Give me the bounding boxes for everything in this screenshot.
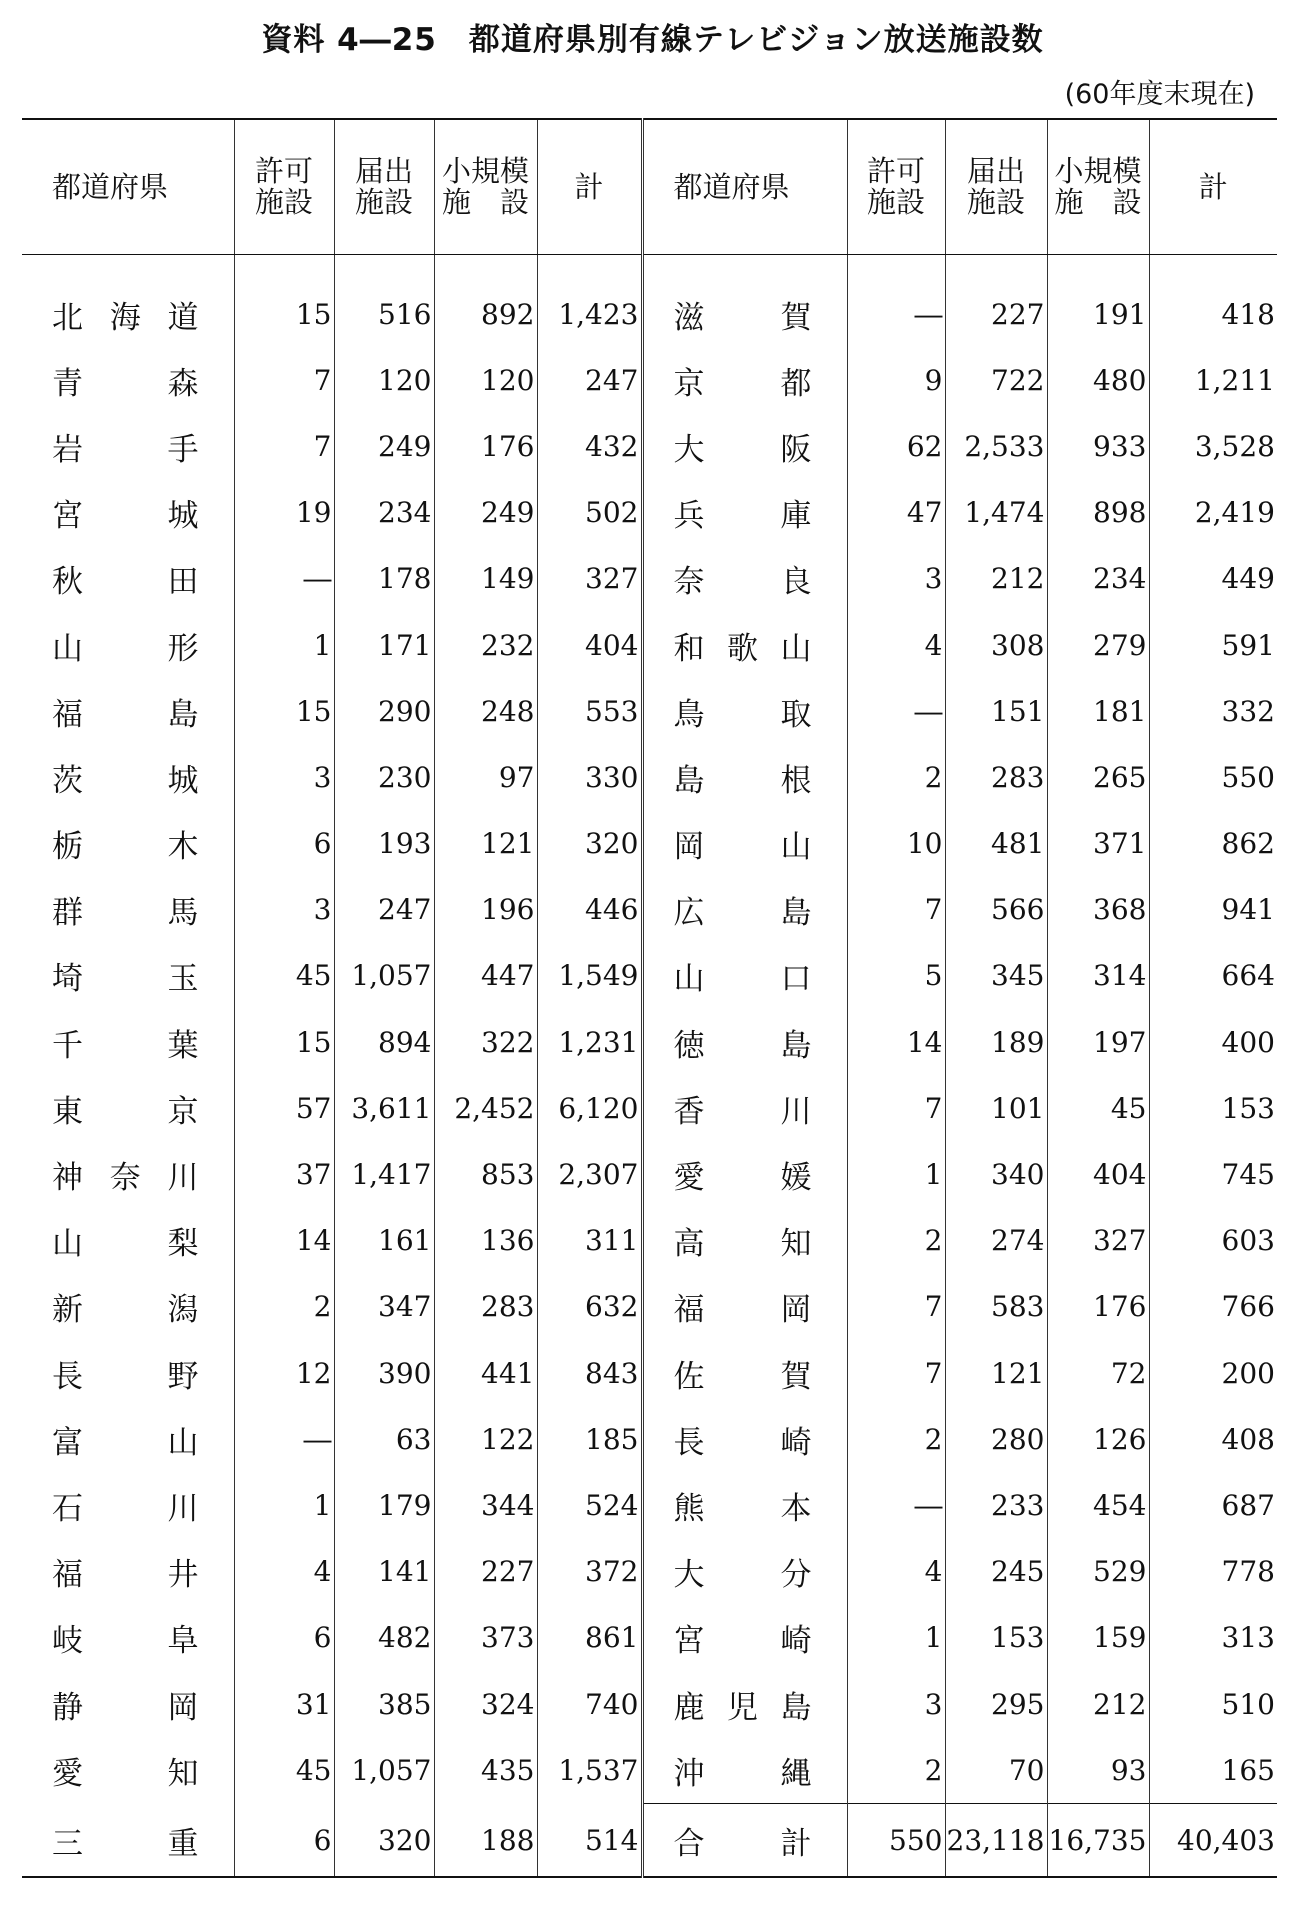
document-title: 資料 4―25 都道府県別有線テレビジョン放送施設数 bbox=[261, 22, 1044, 58]
licensed-count: 2 bbox=[847, 1208, 945, 1274]
licensed-count: 57 bbox=[234, 1075, 334, 1141]
licensed-count: 3 bbox=[847, 1671, 945, 1737]
table-row bbox=[22, 1141, 1277, 1207]
licensed-count: 14 bbox=[847, 1009, 945, 1075]
total-count: 185 bbox=[537, 1406, 642, 1472]
prefecture-name: 新 潟 bbox=[52, 1292, 199, 1329]
table-row bbox=[22, 1472, 1277, 1538]
notified-count: 340 bbox=[945, 1141, 1047, 1207]
small-scale-count: 324 bbox=[434, 1671, 537, 1737]
total-count: 165 bbox=[1149, 1737, 1277, 1804]
licensed-count: 7 bbox=[847, 1274, 945, 1340]
total-count: 320 bbox=[537, 811, 642, 877]
total-count: 449 bbox=[1149, 546, 1277, 612]
as-of-note: (60年度末現在) bbox=[1064, 79, 1255, 110]
licensed-count: 1 bbox=[234, 1472, 334, 1538]
prefecture-name: 鳥 取 bbox=[642, 678, 847, 744]
total-count: 740 bbox=[537, 1671, 642, 1737]
notified-count: 290 bbox=[334, 678, 434, 744]
notified-count: 245 bbox=[945, 1539, 1047, 1605]
table-row bbox=[22, 347, 1277, 413]
small-scale-count: 447 bbox=[434, 943, 537, 1009]
notified-count: 120 bbox=[334, 347, 434, 413]
small-scale-count: 188 bbox=[434, 1804, 537, 1878]
prefecture-name: 埼 玉 bbox=[52, 961, 199, 998]
prefecture-name: 福 島 bbox=[52, 696, 199, 733]
total-count: 311 bbox=[537, 1208, 642, 1274]
total-count: 200 bbox=[1149, 1340, 1277, 1406]
licensed-count: 15 bbox=[234, 678, 334, 744]
small-scale-count: 45 bbox=[1047, 1075, 1149, 1141]
licensed-count: 4 bbox=[847, 612, 945, 678]
total-count: 502 bbox=[537, 480, 642, 546]
small-scale-count: 454 bbox=[1047, 1472, 1149, 1538]
header-notified: 届出 施設 bbox=[945, 119, 1047, 255]
notified-count: 101 bbox=[945, 1075, 1047, 1141]
prefecture-name: 山 梨 bbox=[52, 1226, 199, 1263]
licensed-count: 47 bbox=[847, 480, 945, 546]
licensed-count: 6 bbox=[234, 1804, 334, 1878]
small-scale-count: 314 bbox=[1047, 943, 1149, 1009]
total-count: 2,307 bbox=[537, 1141, 642, 1207]
small-scale-count: 196 bbox=[434, 877, 537, 943]
small-scale-count: 212 bbox=[1047, 1671, 1149, 1737]
total-count: 247 bbox=[537, 347, 642, 413]
prefecture-name: 岩 手 bbox=[52, 431, 199, 468]
licensed-count: 15 bbox=[234, 255, 334, 348]
notified-count: 283 bbox=[945, 744, 1047, 810]
licensed-count: 2 bbox=[847, 744, 945, 810]
notified-count: 1,057 bbox=[334, 1737, 434, 1804]
notified-count: 274 bbox=[945, 1208, 1047, 1274]
licensed-count: 7 bbox=[847, 1075, 945, 1141]
small-scale-count: 283 bbox=[434, 1274, 537, 1340]
header-licensed: 許可 施設 bbox=[234, 119, 334, 255]
table-row bbox=[22, 943, 1277, 1009]
table-row bbox=[22, 480, 1277, 546]
table-row bbox=[22, 1605, 1277, 1671]
total-count: 632 bbox=[537, 1274, 642, 1340]
header-small-scale: 小規模 施 設 bbox=[1047, 119, 1149, 255]
prefecture-name: 愛 知 bbox=[52, 1755, 199, 1792]
table-row bbox=[22, 1075, 1277, 1141]
prefecture-name: 熊 本 bbox=[642, 1472, 847, 1538]
table-row bbox=[22, 1274, 1277, 1340]
notified-count: 161 bbox=[334, 1208, 434, 1274]
table-row bbox=[22, 1671, 1277, 1737]
total-count: 745 bbox=[1149, 1141, 1277, 1207]
small-scale-count: 227 bbox=[434, 1539, 537, 1605]
small-scale-count: 435 bbox=[434, 1737, 537, 1804]
prefecture-name: 和 歌 山 bbox=[642, 612, 847, 678]
licensed-count: ― bbox=[847, 1472, 945, 1538]
licensed-count: 7 bbox=[847, 877, 945, 943]
total-count: 862 bbox=[1149, 811, 1277, 877]
small-scale-count: 404 bbox=[1047, 1141, 1149, 1207]
licensed-count: ― bbox=[847, 255, 945, 348]
licensed-count: 1 bbox=[847, 1605, 945, 1671]
header-notified: 届出 施設 bbox=[334, 119, 434, 255]
licensed-count: 1 bbox=[234, 612, 334, 678]
licensed-count: 3 bbox=[847, 546, 945, 612]
prefecture-name: 愛 媛 bbox=[642, 1141, 847, 1207]
notified-count: 179 bbox=[334, 1472, 434, 1538]
prefecture-name: 兵 庫 bbox=[642, 480, 847, 546]
prefecture-name: 宮 崎 bbox=[642, 1605, 847, 1671]
small-scale-count: 898 bbox=[1047, 480, 1149, 546]
prefecture-name: 神 奈 川 bbox=[52, 1160, 199, 1197]
licensed-count: ― bbox=[234, 546, 334, 612]
header-total: 計 bbox=[1149, 119, 1277, 255]
notified-count: 516 bbox=[334, 255, 434, 348]
licensed-count: 9 bbox=[847, 347, 945, 413]
total-count: 332 bbox=[1149, 678, 1277, 744]
licensed-count: 37 bbox=[234, 1141, 334, 1207]
table-row bbox=[22, 678, 1277, 744]
total-count: 153 bbox=[1149, 1075, 1277, 1141]
notified-count: 385 bbox=[334, 1671, 434, 1737]
small-scale-count: 232 bbox=[434, 612, 537, 678]
licensed-count: 7 bbox=[234, 347, 334, 413]
notified-count: 234 bbox=[334, 480, 434, 546]
total-count: 664 bbox=[1149, 943, 1277, 1009]
notified-count: 121 bbox=[945, 1340, 1047, 1406]
notified-count: 230 bbox=[334, 744, 434, 810]
small-scale-count: 159 bbox=[1047, 1605, 1149, 1671]
prefecture-name: 岡 山 bbox=[642, 811, 847, 877]
total-count: 446 bbox=[537, 877, 642, 943]
licensed-count: 7 bbox=[234, 413, 334, 479]
licensed-count: 4 bbox=[234, 1539, 334, 1605]
total-count: 510 bbox=[1149, 1671, 1277, 1737]
prefecture-name: 京 都 bbox=[642, 347, 847, 413]
header-licensed: 許可 施設 bbox=[847, 119, 945, 255]
total-count: 514 bbox=[537, 1804, 642, 1878]
table-row bbox=[22, 413, 1277, 479]
total-count: 1,231 bbox=[537, 1009, 642, 1075]
notified-count: 308 bbox=[945, 612, 1047, 678]
prefecture-name: 長 崎 bbox=[642, 1406, 847, 1472]
table-row bbox=[22, 1737, 1277, 1804]
small-scale-count: 176 bbox=[434, 413, 537, 479]
total-count: 40,403 bbox=[1149, 1804, 1277, 1878]
notified-count: 722 bbox=[945, 347, 1047, 413]
header-total: 計 bbox=[537, 119, 642, 255]
small-scale-count: 126 bbox=[1047, 1406, 1149, 1472]
table-row bbox=[22, 1340, 1277, 1406]
notified-count: 249 bbox=[334, 413, 434, 479]
notified-count: 141 bbox=[334, 1539, 434, 1605]
notified-count: 390 bbox=[334, 1340, 434, 1406]
notified-count: 189 bbox=[945, 1009, 1047, 1075]
prefecture-name: 香 川 bbox=[642, 1075, 847, 1141]
small-scale-count: 371 bbox=[1047, 811, 1149, 877]
small-scale-count: 121 bbox=[434, 811, 537, 877]
prefecture-name: 富 山 bbox=[52, 1424, 199, 1461]
prefecture-name: 佐 賀 bbox=[642, 1340, 847, 1406]
licensed-count: 1 bbox=[847, 1141, 945, 1207]
prefecture-name: 山 形 bbox=[52, 630, 199, 667]
licensed-count: ― bbox=[234, 1406, 334, 1472]
prefecture-name: 島 根 bbox=[642, 744, 847, 810]
licensed-count: 19 bbox=[234, 480, 334, 546]
prefecture-name: 高 知 bbox=[642, 1208, 847, 1274]
total-count: 778 bbox=[1149, 1539, 1277, 1605]
notified-count: 1,474 bbox=[945, 480, 1047, 546]
licensed-count: 45 bbox=[234, 1737, 334, 1804]
licensed-count: 45 bbox=[234, 943, 334, 1009]
total-count: 372 bbox=[537, 1539, 642, 1605]
licensed-count: 3 bbox=[234, 744, 334, 810]
prefecture-name: 大 阪 bbox=[642, 413, 847, 479]
prefecture-name: 福 井 bbox=[52, 1557, 199, 1594]
small-scale-count: 265 bbox=[1047, 744, 1149, 810]
prefecture-name: 青 森 bbox=[52, 365, 199, 402]
prefecture-name: 長 野 bbox=[52, 1358, 199, 1395]
total-count: 553 bbox=[537, 678, 642, 744]
prefecture-name: 福 岡 bbox=[642, 1274, 847, 1340]
small-scale-count: 373 bbox=[434, 1605, 537, 1671]
total-count: 766 bbox=[1149, 1274, 1277, 1340]
licensed-count: 2 bbox=[847, 1737, 945, 1804]
prefecture-name: 滋 賀 bbox=[642, 255, 847, 348]
licensed-count: 6 bbox=[234, 1605, 334, 1671]
total-count: 843 bbox=[537, 1340, 642, 1406]
total-count: 591 bbox=[1149, 612, 1277, 678]
total-count: 1,423 bbox=[537, 255, 642, 348]
prefecture-name: 広 島 bbox=[642, 877, 847, 943]
small-scale-count: 892 bbox=[434, 255, 537, 348]
small-scale-count: 122 bbox=[434, 1406, 537, 1472]
notified-count: 23,118 bbox=[945, 1804, 1047, 1878]
prefecture-name: 静 岡 bbox=[52, 1689, 199, 1726]
header-prefecture: 都道府県 bbox=[22, 119, 234, 255]
small-scale-count: 93 bbox=[1047, 1737, 1149, 1804]
total-count: 1,211 bbox=[1149, 347, 1277, 413]
prefecture-name: 栃 木 bbox=[52, 829, 199, 866]
prefecture-name: 群 馬 bbox=[52, 895, 199, 932]
total-count: 408 bbox=[1149, 1406, 1277, 1472]
notified-count: 153 bbox=[945, 1605, 1047, 1671]
total-count: 2,419 bbox=[1149, 480, 1277, 546]
small-scale-count: 136 bbox=[434, 1208, 537, 1274]
licensed-count: 12 bbox=[234, 1340, 334, 1406]
total-count: 418 bbox=[1149, 255, 1277, 348]
notified-count: 63 bbox=[334, 1406, 434, 1472]
table-row bbox=[22, 255, 1277, 348]
notified-count: 280 bbox=[945, 1406, 1047, 1472]
prefecture-name: 三 重 bbox=[52, 1825, 199, 1862]
notified-count: 583 bbox=[945, 1274, 1047, 1340]
small-scale-count: 441 bbox=[434, 1340, 537, 1406]
notified-count: 193 bbox=[334, 811, 434, 877]
prefecture-name: 沖 縄 bbox=[642, 1737, 847, 1804]
table-row bbox=[22, 612, 1277, 678]
licensed-count: 31 bbox=[234, 1671, 334, 1737]
small-scale-count: 197 bbox=[1047, 1009, 1149, 1075]
prefecture-name: 宮 城 bbox=[52, 498, 199, 535]
small-scale-count: 234 bbox=[1047, 546, 1149, 612]
small-scale-count: 120 bbox=[434, 347, 537, 413]
notified-count: 320 bbox=[334, 1804, 434, 1878]
licensed-count: 7 bbox=[847, 1340, 945, 1406]
total-count: 432 bbox=[537, 413, 642, 479]
table-row bbox=[22, 811, 1277, 877]
total-count: 3,528 bbox=[1149, 413, 1277, 479]
small-scale-count: 2,452 bbox=[434, 1075, 537, 1141]
small-scale-count: 16,735 bbox=[1047, 1804, 1149, 1878]
total-count: 524 bbox=[537, 1472, 642, 1538]
licensed-count: 4 bbox=[847, 1539, 945, 1605]
total-count: 404 bbox=[537, 612, 642, 678]
small-scale-count: 368 bbox=[1047, 877, 1149, 943]
total-count: 687 bbox=[1149, 1472, 1277, 1538]
table-row bbox=[22, 1208, 1277, 1274]
notified-count: 566 bbox=[945, 877, 1047, 943]
notified-count: 3,611 bbox=[334, 1075, 434, 1141]
prefecture-name: 大 分 bbox=[642, 1539, 847, 1605]
licensed-count: 5 bbox=[847, 943, 945, 1009]
total-count: 861 bbox=[537, 1605, 642, 1671]
total-count: 327 bbox=[537, 546, 642, 612]
total-count: 550 bbox=[1149, 744, 1277, 810]
notified-count: 247 bbox=[334, 877, 434, 943]
small-scale-count: 480 bbox=[1047, 347, 1149, 413]
notified-count: 2,533 bbox=[945, 413, 1047, 479]
cable-tv-facilities-table bbox=[22, 118, 1277, 1878]
prefecture-name: 岐 阜 bbox=[52, 1623, 199, 1660]
total-count: 330 bbox=[537, 744, 642, 810]
notified-count: 227 bbox=[945, 255, 1047, 348]
prefecture-name: 山 口 bbox=[642, 943, 847, 1009]
prefecture-name: 東 京 bbox=[52, 1093, 199, 1130]
notified-count: 1,057 bbox=[334, 943, 434, 1009]
notified-count: 345 bbox=[945, 943, 1047, 1009]
notified-count: 1,417 bbox=[334, 1141, 434, 1207]
small-scale-count: 181 bbox=[1047, 678, 1149, 744]
total-count: 603 bbox=[1149, 1208, 1277, 1274]
prefecture-name: 茨 城 bbox=[52, 762, 199, 799]
small-scale-count: 72 bbox=[1047, 1340, 1149, 1406]
notified-count: 151 bbox=[945, 678, 1047, 744]
licensed-count: 15 bbox=[234, 1009, 334, 1075]
prefecture-name: 千 葉 bbox=[52, 1027, 199, 1064]
notified-count: 171 bbox=[334, 612, 434, 678]
prefecture-name: 徳 島 bbox=[642, 1009, 847, 1075]
prefecture-name: 合 計 bbox=[642, 1804, 847, 1878]
notified-count: 70 bbox=[945, 1737, 1047, 1804]
licensed-count: 2 bbox=[234, 1274, 334, 1340]
small-scale-count: 279 bbox=[1047, 612, 1149, 678]
small-scale-count: 176 bbox=[1047, 1274, 1149, 1340]
small-scale-count: 97 bbox=[434, 744, 537, 810]
total-count: 6,120 bbox=[537, 1075, 642, 1141]
header-small-scale: 小規模 施 設 bbox=[434, 119, 537, 255]
small-scale-count: 529 bbox=[1047, 1539, 1149, 1605]
licensed-count: 6 bbox=[234, 811, 334, 877]
total-count: 400 bbox=[1149, 1009, 1277, 1075]
table-row bbox=[22, 877, 1277, 943]
small-scale-count: 249 bbox=[434, 480, 537, 546]
table-row bbox=[22, 744, 1277, 810]
licensed-count: 2 bbox=[847, 1406, 945, 1472]
small-scale-count: 191 bbox=[1047, 255, 1149, 348]
small-scale-count: 248 bbox=[434, 678, 537, 744]
notified-count: 178 bbox=[334, 546, 434, 612]
small-scale-count: 853 bbox=[434, 1141, 537, 1207]
total-count: 313 bbox=[1149, 1605, 1277, 1671]
total-count: 941 bbox=[1149, 877, 1277, 943]
licensed-count: ― bbox=[847, 678, 945, 744]
prefecture-name: 石 川 bbox=[52, 1490, 199, 1527]
small-scale-count: 327 bbox=[1047, 1208, 1149, 1274]
table-row bbox=[22, 1804, 1277, 1878]
notified-count: 481 bbox=[945, 811, 1047, 877]
licensed-count: 3 bbox=[234, 877, 334, 943]
notified-count: 482 bbox=[334, 1605, 434, 1671]
notified-count: 233 bbox=[945, 1472, 1047, 1538]
table-row bbox=[22, 546, 1277, 612]
prefecture-name: 鹿 児 島 bbox=[642, 1671, 847, 1737]
prefecture-name: 秋 田 bbox=[52, 564, 199, 601]
small-scale-count: 933 bbox=[1047, 413, 1149, 479]
small-scale-count: 322 bbox=[434, 1009, 537, 1075]
table-row bbox=[22, 1406, 1277, 1472]
notified-count: 347 bbox=[334, 1274, 434, 1340]
total-count: 1,549 bbox=[537, 943, 642, 1009]
table-row bbox=[22, 1539, 1277, 1605]
prefecture-name: 北 海 道 bbox=[52, 299, 199, 336]
small-scale-count: 344 bbox=[434, 1472, 537, 1538]
notified-count: 212 bbox=[945, 546, 1047, 612]
header-prefecture: 都道府県 bbox=[642, 119, 847, 255]
licensed-count: 62 bbox=[847, 413, 945, 479]
total-count: 1,537 bbox=[537, 1737, 642, 1804]
small-scale-count: 149 bbox=[434, 546, 537, 612]
prefecture-name: 奈 良 bbox=[642, 546, 847, 612]
licensed-count: 10 bbox=[847, 811, 945, 877]
licensed-count: 550 bbox=[847, 1804, 945, 1878]
table-row bbox=[22, 1009, 1277, 1075]
notified-count: 894 bbox=[334, 1009, 434, 1075]
licensed-count: 14 bbox=[234, 1208, 334, 1274]
notified-count: 295 bbox=[945, 1671, 1047, 1737]
header-row bbox=[22, 119, 1277, 255]
